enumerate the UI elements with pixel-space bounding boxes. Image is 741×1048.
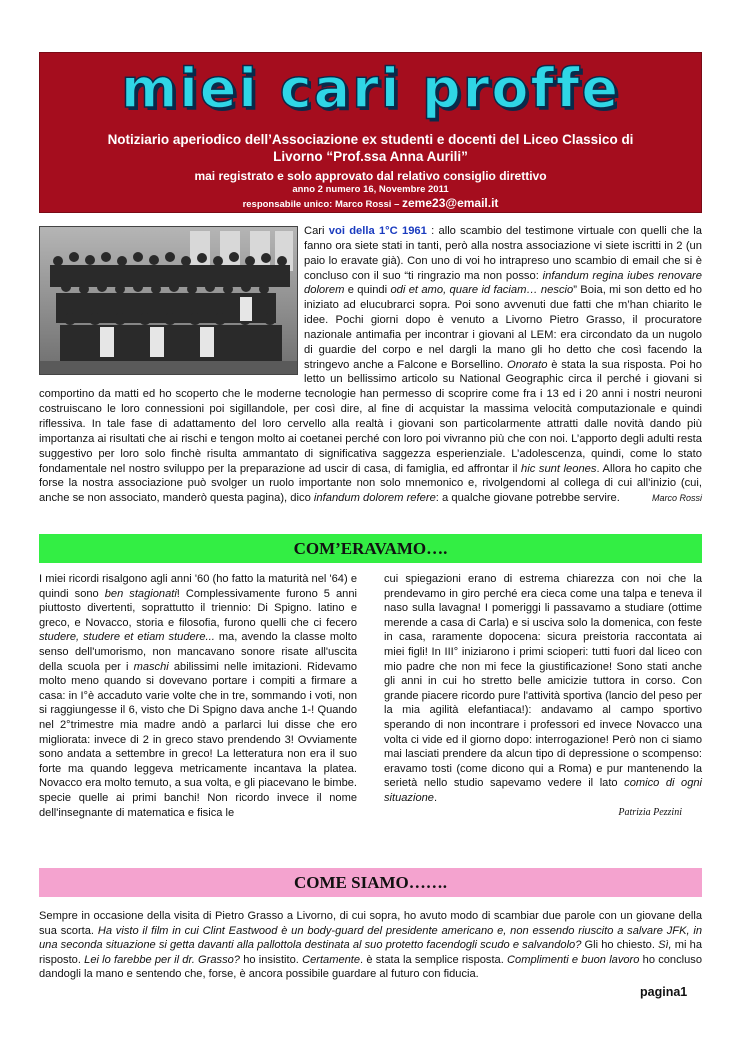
latin-quote: infandum regina iubes renovare dolorem [304, 269, 702, 297]
article-text: Gli ho chiesto. [581, 939, 659, 952]
italic-phrase: ben stagionati [104, 587, 177, 600]
italic-question: Lei lo farebbe per il dr. Grasso? [84, 953, 240, 966]
italic-phrase: maschi [133, 660, 169, 673]
manager-info [40, 196, 701, 210]
registration-note: mai registrato e solo approvato dal relativo consiglio direttivo [194, 169, 547, 183]
latin-quote: odi et amo, quare id faciam… nescio [390, 284, 574, 297]
memories-column-right [384, 572, 702, 820]
latin-quote: infandum dolorem refere [313, 492, 436, 505]
italic-question: Ha visto il film in cui Clint Eastwood è un body-guard del presidente americano e, non essendo riuscito a salvare JFK, in una seconda situazione si getta davanti alla pallottola destinata al suo protetto facendogli scudo e salvandolo? [39, 924, 703, 952]
letter-text: : a qualche giovane potrebbe servire. [435, 492, 620, 505]
letter-text: Cari [304, 225, 329, 237]
letter-text: e quindi [344, 284, 391, 297]
italic-phrase: studere, studere et etiam studere... [39, 631, 215, 644]
italic-answer: Sì, [658, 939, 672, 952]
italic-answer: Certamente [302, 953, 361, 966]
article-text: ho concluso dandogli la mano e sentendo che, forse, è ancora possibile guardare al futuro con fiducia. [39, 953, 702, 981]
column-text: . [433, 791, 438, 804]
article-text: . è stata la semplice risposta. [360, 953, 508, 966]
memories-column-left [39, 572, 357, 820]
manager-label: responsabile unico: Marco Rossi – [242, 199, 402, 210]
contact-email: zeme23@email.it [402, 196, 499, 210]
letter-text: è stata la sua risposta. Poi ho letto un bellissimo articolo su National Geographic circa il perché i giovani si comportino da matti ed ho scoperto che le moderne tecnologie han permesso di scoprire come fra i 13 ed i 20 anni i nostri neuroni costruiscano le loro connessioni poi sigillandole, per così dire, al fine di acquistar la massima velocità computazionale e quindi riflessiva. In tale fase di adattamento del loro cervello alla realtà i giovani son particolarmente attratti dalle novità dando più importanza ai risultati che ai rischi e tengon molto ai coetanei perché con loro poi vivranno più che con noi. L’apporto degli adulti resta suggestivo per loro solo finchè risulta ammantato di significativa saggezza esperienziale. L’adolescenza, quindi, come lo stato fondamentale nel nostro sviluppo per la preparazione ad uscir di casa, di famiglia, ed affrontar il [39, 358, 702, 475]
column-text: I miei ricordi risalgono agli anni '60 (ho fatto la maturità nel '64) e quindi sono [39, 573, 357, 600]
editorial-letter [39, 224, 702, 506]
newsletter-subtitle [50, 131, 691, 165]
column-text: ! Complessivamente furono 5 anni piuttosto divertenti, soprattutto il triennio: Di Spigno. latino e greco, e Novacco, storia e filosofia, furono quelli che ci fecero [39, 587, 357, 629]
masthead-banner [39, 52, 702, 213]
present-article [39, 909, 702, 982]
letter-text: : allo scambio del testimone virtuale con quelli che la fanno ora siete stati in tanti, però alla nostra associazione vi siete iscritti in 2 (un paio lo eravate già). Con uno di voi ho intrapreso uno scambio di email che si è concluso con il suo “ti ringrazio ma non posso: [304, 225, 703, 282]
section-header-present: COME SIAMO……. [39, 868, 702, 897]
memories-signature: Patrizia Pezzini [618, 806, 682, 818]
article-text: mi ha risposto. [39, 939, 702, 966]
italic-phrase: comico di ogni situazione [384, 777, 702, 804]
column-text: ma, avendo la classe molto senso dell'umorismo, non mancavano sonore risate all'uscita della scuola per i [39, 631, 357, 673]
class-highlight: voi della 1°C 1961 [328, 225, 427, 237]
issue-info: anno 2 numero 16, Novembre 2011 [292, 184, 449, 195]
letter-text: . Allora ho capito che forse la nostra associazione può svolger un ruolo importante non solo mnemonico e, rivolgendomi al collega di cui all’inizio (cui, anche se non associato, manderò questa pagina), dico [39, 462, 702, 505]
letter-text: ” Boia, mi son detto ed ho iniziato ad elucubrarci sopra. Poi sono avvenuti due fatti che m’han chiarito le idee. Pochi giorni dopo è venuto a Livorno Pietro Grasso, il procuratore nazionale antimafia per incontrar i giovani al LEM: era circondato da un nugolo di guardie del corpo e nel dargli la mano gli ho detto che così facendo la stringevo anche a Falcone e Borsellino. [304, 284, 702, 371]
column-text: cui spiegazioni erano di estrema chiarezza con noi che la prendevamo in giro perché era cieca come una talpa e teneva il naso sulla lavagna! I pomeriggi li passavamo a studiare (ottime merende a casa di Carla) e si usciva solo la domenica, con feste in casa, raramente dopocena: sicura preistoria raccontata ai miei figli! In III° iniziarono i primi scioperi: tutti fuori dal liceo con mio padre che non mi fece la giustificazione! Sono stati anche gli anni in cui ho stretto belle amicizie tuttora in corso. Con grande piacere ricordo pure l'attività sportiva (lancio del peso per la mia agilità elefantiaca!): andavamo al campo sportivo sperando di non incontrare i professori ed invece Novacco una volta ci vide ed il giorno dopo: interrogazione! Però non ci siamo mai lasciati prendere da alcun tipo di depressione o scompenso: eravamo tosti (come dicono qui a Roma) e pur mantenendo la serietà nello studio sapevamo vedere il lato [384, 573, 702, 790]
italic-word: Onorato [507, 358, 548, 371]
page-number: pagina1 [640, 985, 688, 999]
column-text: abilissimi nelle imitazioni. Ridevamo molto meno quando si dovevano portare i compiti a firmare a casa: in I°è accaduto varie volte che in tre, sommando i voti, non si raggiungesse il 6, visto che Di Spigno dava anche 1-! Quando nel 2°trimestre mia madre andò a parlarci lui disse che ero migliorata: invece di 2 in greco stavo prendendo 3! Ovviamente sono andata a settembre in greco! La letteratura non era il suo forte ma quando leggeva metricamente incantava la platea. Novacco era molto temuto, a sua volta, e gli piacevano le bimbe. specie quelle ai primi banchi! Non ricordo invece il nome dell'insegnante di matematica e fisica le [39, 660, 357, 819]
article-text: ho insistito. [239, 953, 303, 966]
letter-signature: Marco Rossi [651, 493, 702, 504]
subtitle-line-2: Livorno “Prof.ssa Anna Aurili” [273, 149, 468, 164]
section-header-past: COM’ERAVAMO…. [39, 534, 702, 563]
latin-quote: hic sunt leones [521, 462, 597, 475]
article-text: Sempre in occasione della visita di Pietro Grasso a Livorno, di cui sopra, ho avuto modo di scambiar due parole con un giovane della sua scorta. [39, 910, 702, 937]
newsletter-title: miei cari proffe [120, 57, 621, 120]
subtitle-line-1: Notiziario aperiodico dell’Associazione ex studenti e docenti del Liceo Classico di [107, 132, 634, 147]
italic-phrase: Complimenti e buon lavoro [507, 953, 640, 966]
